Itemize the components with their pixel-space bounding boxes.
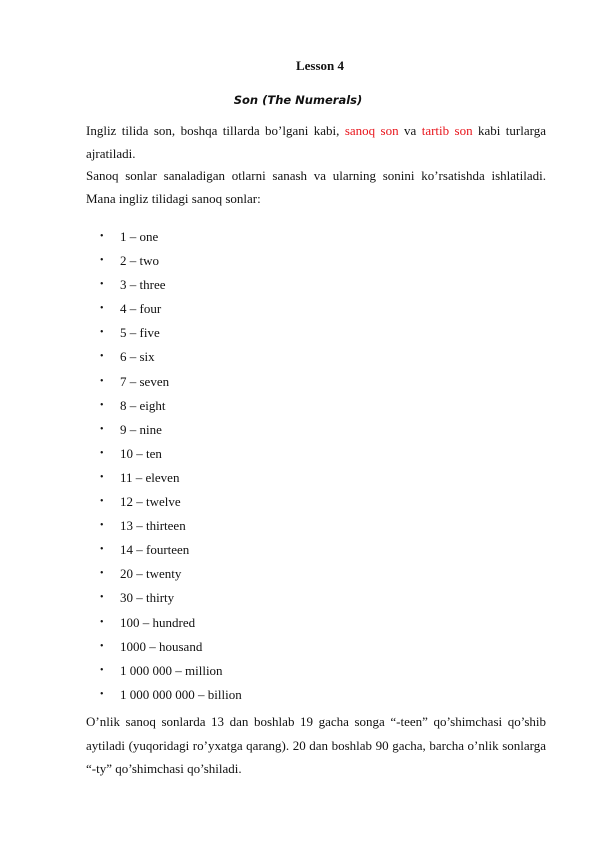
term-cardinal: sanoq son (344, 123, 399, 138)
list-item (86, 274, 242, 298)
list-item (86, 515, 242, 539)
list-item-text: 6 – six (120, 349, 155, 365)
list-item (86, 612, 242, 636)
list-item-text: 10 – ten (120, 445, 162, 461)
bullet-icon: • (100, 688, 104, 700)
list-item (86, 419, 242, 443)
list-item-text: 4 – four (120, 301, 162, 317)
list-item-text: 13 – thirteen (120, 518, 186, 534)
list-item (86, 443, 242, 467)
bullet-icon: • (100, 616, 104, 628)
list-item (86, 587, 242, 611)
intro-paragraph (86, 119, 546, 165)
list-item-text: 1 000 000 000 – billion (120, 686, 242, 702)
list-item (86, 250, 242, 274)
bullet-icon: • (100, 255, 104, 267)
list-item-text: 100 – hundred (120, 614, 196, 630)
bullet-icon: • (100, 640, 104, 652)
list-item (86, 563, 242, 587)
list-item (86, 298, 242, 322)
list-item-text: 1000 – housand (120, 638, 203, 654)
list-item (86, 322, 242, 346)
list-item (86, 226, 242, 250)
bullet-icon: • (100, 423, 104, 435)
list-item-text: 2 – two (120, 253, 159, 269)
list-item (86, 395, 242, 419)
list-item (86, 346, 242, 370)
list-item (86, 467, 242, 491)
list-item-text: 5 – five (120, 325, 160, 341)
bullet-icon: • (100, 351, 104, 363)
bullet-icon: • (100, 303, 104, 315)
list-item (86, 636, 242, 660)
list-item-text: 1 000 000 – million (120, 662, 223, 678)
bullet-icon: • (100, 568, 104, 580)
bullet-icon: • (100, 447, 104, 459)
bullet-icon: • (100, 327, 104, 339)
bullet-icon: • (100, 279, 104, 291)
list-item-text: 8 – eight (120, 397, 166, 413)
bullet-icon: • (100, 592, 104, 604)
list-item-text: 7 – seven (120, 373, 170, 389)
list-item (86, 539, 242, 563)
section-subtitle: Son (The Numerals) (233, 93, 363, 107)
list-item-text: 11 – eleven (120, 469, 180, 485)
bullet-icon: • (100, 520, 104, 532)
bullet-icon: • (100, 496, 104, 508)
numerals-list (86, 226, 242, 708)
bullet-icon: • (100, 544, 104, 556)
intro-text-2: va (398, 123, 422, 138)
closing-paragraph: O’nlik sanoq sonlarda 13 dan boshlab 19 gacha songa “-teen” qo’shimchasi qo’shib aytiladi (yuqoridagi ro’yxatga qarang). 20 dan boshlab 90 gacha, barcha o’nlik sonlarga “-ty” qo’shimchasi qo’shiladi. (86, 714, 546, 776)
list-item-text: 30 – thirty (120, 590, 175, 606)
intro-text-3: kabi turlarga ajratiladi. (86, 123, 546, 161)
term-ordinal: tartib son (421, 123, 473, 138)
bullet-icon: • (100, 231, 104, 242)
bullet-icon: • (100, 375, 104, 387)
description-paragraph: Sanoq sonlar sanaladigan otlarni sanash va ularning sonini ko’rsatishda ishlatiladi. Mana ingliz tilidagi sanoq sonlar: (86, 168, 546, 206)
list-item-text: 9 – nine (120, 421, 162, 437)
list-item-text: 14 – fourteen (120, 542, 190, 558)
list-item-text: 12 – twelve (120, 494, 181, 510)
list-item-text: 20 – twenty (120, 566, 182, 582)
intro-text-1: Ingliz tilida son, boshqa tillarda bo’lgani kabi, (86, 123, 345, 138)
list-item (86, 684, 242, 708)
list-item (86, 371, 242, 395)
bullet-icon: • (100, 471, 104, 483)
bullet-icon: • (100, 399, 104, 411)
lesson-title: Lesson 4 (295, 58, 345, 73)
list-item-text: 3 – three (120, 277, 166, 293)
bullet-icon: • (100, 664, 104, 676)
list-item (86, 660, 242, 684)
list-item (86, 491, 242, 515)
list-item-text: 1 – one (120, 229, 159, 244)
